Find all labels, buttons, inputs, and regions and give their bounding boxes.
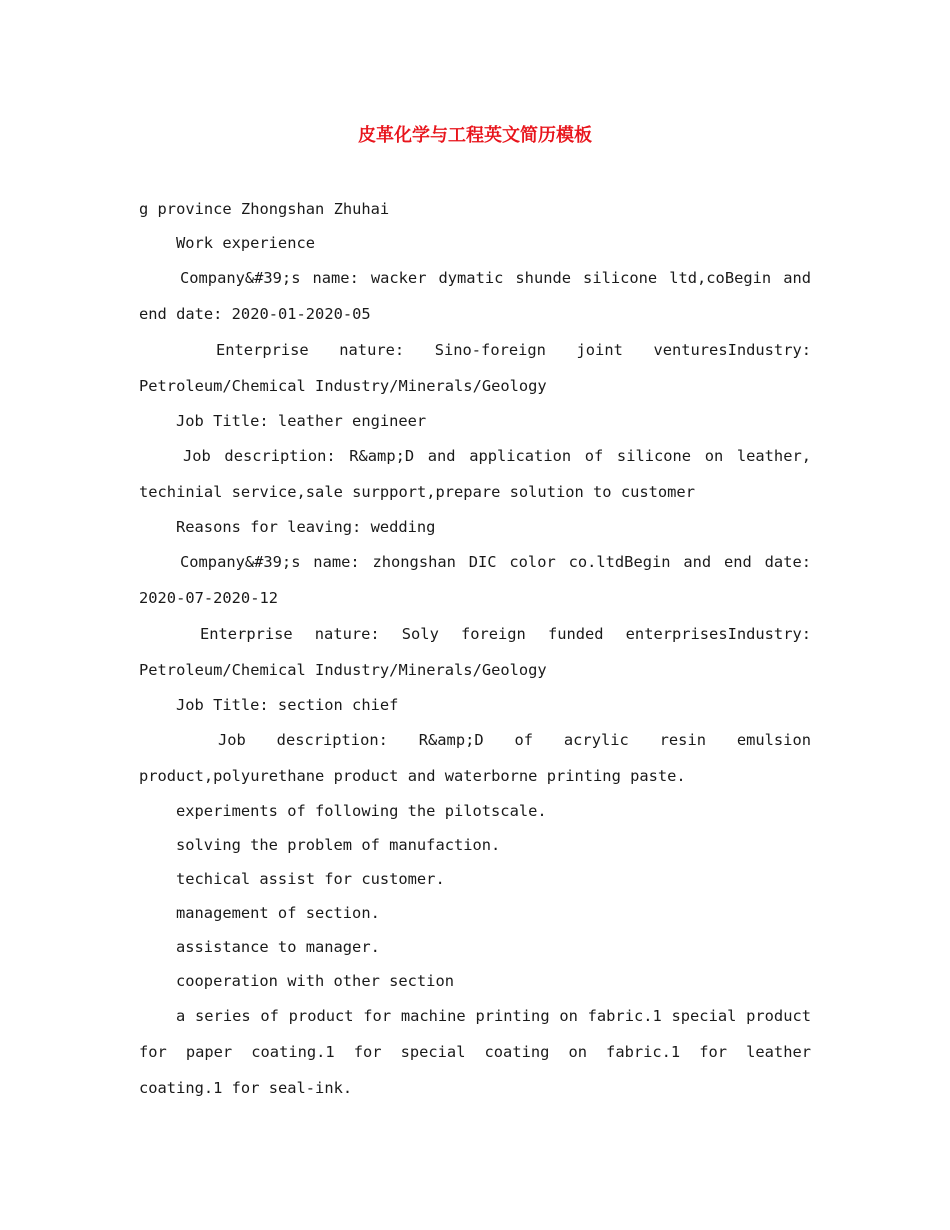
- duty-item: assistance to manager.: [176, 938, 380, 956]
- product-series-paragraph: a series of product for machine printing on fabric.1 special product for paper coating.1 for special coating on fabric.1 for leather coating.1 for seal-ink.: [139, 1007, 811, 1097]
- section-heading-work-experience: Work experience: [176, 234, 315, 252]
- duty-item: management of section.: [176, 904, 380, 922]
- enterprise-nature-1: Enterprise nature: Sino-foreign joint venturesIndustry: Petroleum/Chemical Industry/Minerals/Geology: [139, 341, 811, 395]
- reasons-for-leaving: Reasons for leaving: wedding: [176, 518, 436, 536]
- job-title-2: Job Title: section chief: [176, 696, 399, 714]
- company-name-1: Company&#39;s name: wacker dymatic shunde silicone ltd,coBegin and end date: 2020-01-2020-05: [139, 269, 811, 323]
- duty-item: experiments of following the pilotscale.: [176, 802, 547, 820]
- duty-item: solving the problem of manufaction.: [176, 836, 501, 854]
- duty-item: techical assist for customer.: [176, 870, 445, 888]
- document-body: [139, 192, 811, 1106]
- job-description-1: Job description: R&amp;D and application of silicone on leather, techinial service,sale surpport,prepare solution to customer: [139, 447, 811, 501]
- address-line: g province Zhongshan Zhuhai: [139, 200, 390, 218]
- job-title-1: Job Title: leather engineer: [176, 412, 427, 430]
- company-name-2: Company&#39;s name: zhongshan DIC color co.ltdBegin and end date: 2020-07-2020-12: [139, 553, 811, 607]
- enterprise-nature-2: Enterprise nature: Soly foreign funded enterprisesIndustry: Petroleum/Chemical Industry/Minerals/Geology: [139, 625, 811, 679]
- job-description-2: Job description: R&amp;D of acrylic resin emulsion product,polyurethane product and waterborne printing paste.: [139, 731, 811, 785]
- document-title: 皮革化学与工程英文简历模板: [358, 125, 592, 146]
- duty-item: cooperation with other section: [176, 972, 454, 990]
